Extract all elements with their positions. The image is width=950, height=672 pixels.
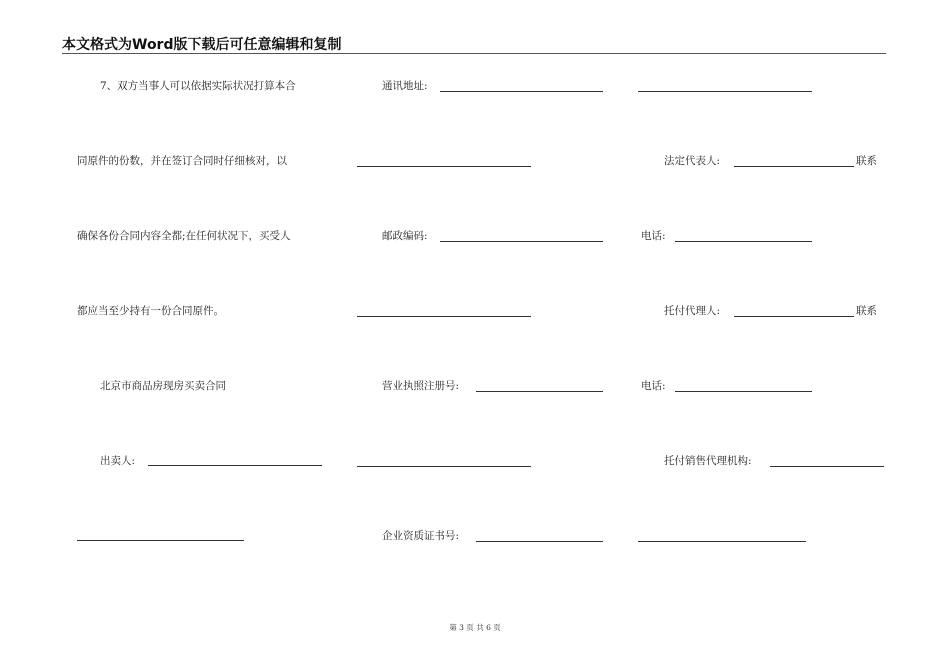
- phone-label-1: 电话:: [641, 230, 666, 242]
- phone-blank-line-2: [675, 391, 812, 392]
- seller-label: 出卖人:: [100, 455, 136, 467]
- legal-representative-blank-line: [734, 166, 854, 167]
- agent-label: 托付代理人:: [664, 305, 721, 317]
- postal-code-blank-line: [440, 241, 603, 242]
- address-blank-line: [440, 91, 603, 92]
- middle-blank-line-2: [357, 466, 531, 467]
- middle-blank-line: [357, 316, 531, 317]
- clause-7-line-1: 7、双方当事人可以依据实际状况打算本合: [100, 80, 296, 92]
- contact-label-2: 联系: [856, 305, 877, 317]
- business-license-label: 营业执照注册号:: [382, 380, 460, 392]
- seller-continuation-blank-line: [77, 540, 244, 541]
- postal-code-label: 邮政编码:: [382, 230, 428, 242]
- phone-blank-line-1: [675, 241, 812, 242]
- document-header-title: 本文格式为Word版下载后可任意编辑和复制: [62, 37, 342, 53]
- legal-representative-label: 法定代表人:: [664, 155, 721, 167]
- sales-agency-blank-line: [770, 466, 884, 467]
- phone-label-2: 电话:: [641, 380, 666, 392]
- right-blank-line-1: [638, 91, 812, 92]
- contact-label-1: 联系: [856, 155, 877, 167]
- seller-blank-line: [148, 465, 322, 466]
- clause-7-line-2: 同原件的份数，并在签订合同时仔细核对，以: [77, 155, 287, 167]
- sales-agency-label: 托付销售代理机构:: [664, 455, 752, 467]
- page-number: 第 3 页 共 6 页: [449, 623, 501, 632]
- qualification-certificate-blank-line: [476, 541, 603, 542]
- address-continuation-blank-line: [357, 166, 531, 167]
- qualification-certificate-label: 企业资质证书号:: [382, 530, 460, 542]
- business-license-blank-line: [476, 391, 603, 392]
- right-blank-line-2: [638, 541, 806, 542]
- header-divider: [62, 53, 886, 54]
- contract-title: 北京市商品房现房买卖合同: [100, 380, 226, 392]
- clause-7-line-3: 确保各份合同内容全都;在任何状况下，买受人: [77, 230, 291, 242]
- agent-blank-line: [734, 316, 854, 317]
- clause-7-line-4: 都应当至少持有一份合同原件。: [77, 305, 224, 317]
- address-label: 通讯地址:: [382, 80, 428, 92]
